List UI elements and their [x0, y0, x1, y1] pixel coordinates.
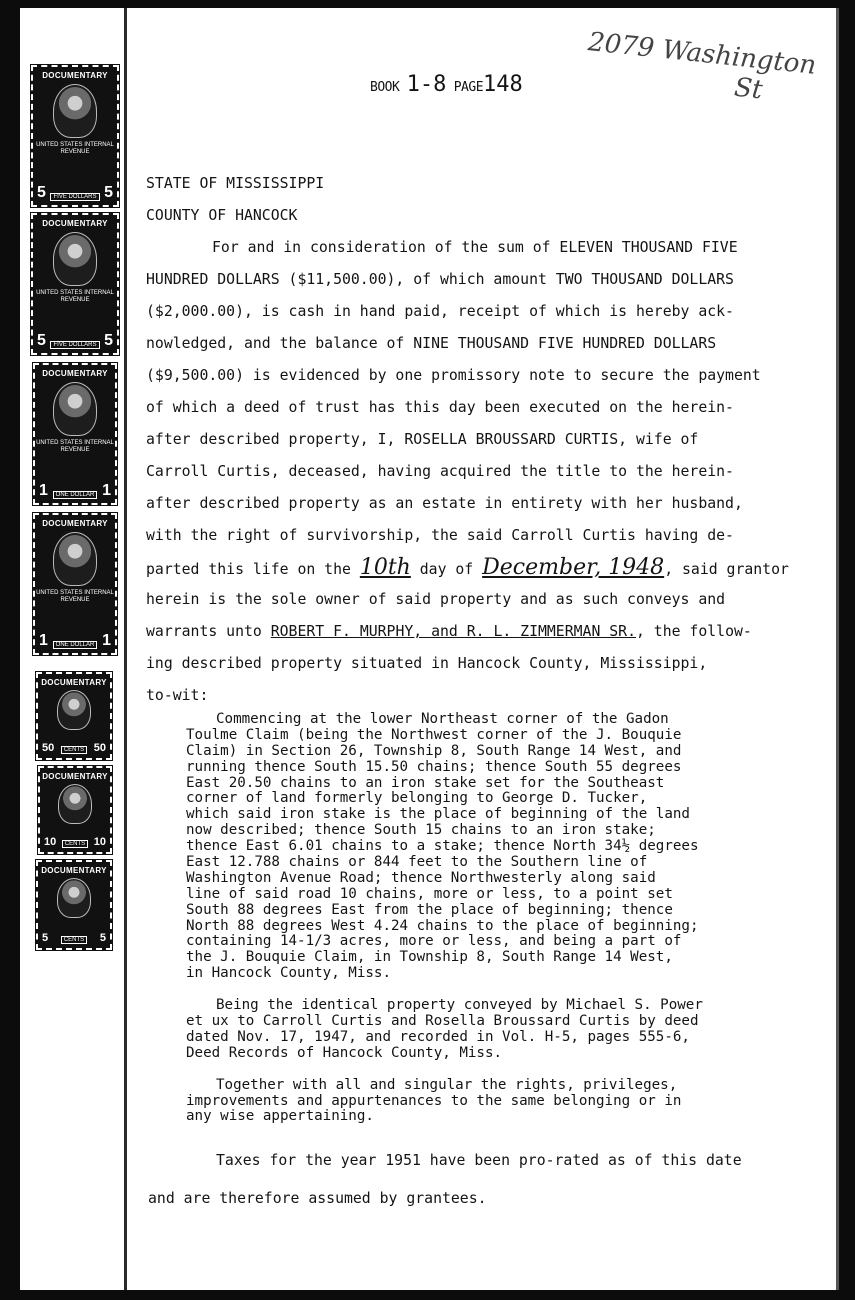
scan-border-right [839, 0, 855, 1300]
book-number: 1-8 [406, 72, 447, 97]
stamp-caption: UNITED STATES INTERNAL REVENUE [36, 590, 114, 603]
handwritten-date: December, 1948 [482, 555, 665, 580]
desc-line: Claim) in Section 26, Township 8, South Range 14 West, and [186, 742, 682, 759]
revenue-stamp [33, 513, 117, 655]
text-line: to-wit: [146, 687, 209, 704]
desc-line: now described; thence South 15 chains to an iron stake; [186, 822, 656, 839]
stamp-denomination-word: ONE DOLLAR [53, 641, 98, 649]
stamp-denomination: 5 [37, 184, 46, 201]
desc-line: Commencing at the lower Northeast corner of the Gadon [216, 711, 669, 727]
stamp-caption: UNITED STATES INTERNAL REVENUE [36, 440, 114, 453]
stamp-denomination: 1 [102, 632, 111, 649]
portrait-icon [58, 784, 92, 824]
desc-line: Deed Records of Hancock County, Miss. [186, 1044, 503, 1061]
text-fragment: warrants unto [146, 623, 262, 640]
text-line: ($2,000.00), is cash in hand paid, receipt of which is hereby ack- [146, 303, 734, 320]
portrait-icon [53, 382, 97, 436]
portrait-icon [53, 532, 97, 586]
stamp-denomination: 10 [93, 836, 106, 848]
stamp-header: DOCUMENTARY [42, 369, 108, 378]
stamp-denomination-word: CENTS [61, 746, 87, 754]
text-line [146, 616, 814, 648]
stamp-denomination: 5 [37, 332, 46, 349]
stamp-denomination: 1 [39, 632, 48, 649]
revenue-stamp [31, 213, 119, 355]
stamp-denomination: 50 [42, 742, 55, 754]
portrait-icon [57, 690, 91, 730]
text-line: with the right of survivorship, the said Carroll Curtis having de- [146, 527, 734, 544]
revenue-stamp [36, 672, 112, 760]
revenue-stamp [38, 766, 112, 854]
deed-body [146, 168, 814, 712]
stamp-denomination-word: CENTS [62, 840, 88, 848]
desc-line: North 88 degrees West 4.24 chains to the place of beginning; [186, 917, 699, 934]
text-line: For and in consideration of the sum of ELEVEN THOUSAND FIVE [212, 239, 738, 256]
desc-line: the J. Bouquie Claim, in Township 8, South Range 14 West, [186, 949, 673, 966]
desc-line: in Hancock County, Miss. [186, 965, 391, 982]
grantee-names: ROBERT F. MURPHY, and R. L. ZIMMERMAN SR. [270, 623, 636, 640]
scan-border-bottom [0, 1290, 855, 1300]
stamp-header: DOCUMENTARY [42, 219, 108, 228]
stamp-denomination: 1 [102, 482, 111, 499]
stamp-denomination: 10 [44, 836, 57, 848]
desc-line: East 20.50 chains to an iron stake set for the Southeast [186, 774, 665, 791]
stamp-header: DOCUMENTARY [41, 866, 107, 875]
margin-rule [124, 8, 127, 1290]
desc-line: Washington Avenue Road; thence Northwesterly along said [186, 869, 656, 886]
text-line: ing described property situated in Hancock County, Mississippi, [146, 655, 708, 672]
desc-line: running thence South 15.50 chains; thence South 55 degrees [186, 758, 682, 775]
portrait-icon [57, 878, 91, 918]
book-page-reference [370, 72, 523, 97]
handwritten-address-note [584, 27, 839, 113]
revenue-stamp [33, 363, 117, 505]
stamp-header: DOCUMENTARY [42, 772, 108, 781]
handwritten-day: 10th [359, 555, 411, 580]
stamp-denomination-word: CENTS [61, 936, 87, 944]
stamp-denomination: 50 [93, 742, 106, 754]
page-edge [836, 8, 839, 1290]
text-fragment: day of [419, 561, 474, 578]
desc-line: East 12.788 chains or 844 feet to the Southern line of [186, 854, 648, 871]
desc-line: corner of land formerly belonging to George D. Tucker, [186, 790, 648, 807]
stamp-header: DOCUMENTARY [42, 71, 108, 80]
text-fragment: , the follow- [635, 623, 752, 640]
stamp-caption: UNITED STATES INTERNAL REVENUE [36, 142, 114, 155]
text-line: Carroll Curtis, deceased, having acquired the title to the herein- [146, 463, 734, 480]
desc-line: any wise appertaining. [186, 1108, 374, 1125]
text-line: herein is the sole owner of said property and as such conveys and [146, 591, 726, 608]
text-fragment: parted this life on the [146, 561, 351, 578]
property-description [186, 712, 806, 1125]
text-fragment: , said grantor [664, 561, 789, 578]
text-line: HUNDRED DOLLARS ($11,500.00), of which amount TWO THOUSAND DOLLARS [146, 271, 734, 288]
revenue-stamp [31, 65, 119, 207]
text-line [146, 552, 814, 584]
state-heading: STATE OF MISSISSIPPI [146, 175, 325, 192]
closing-paragraph [148, 1142, 816, 1218]
scan-border-left [0, 0, 20, 1300]
handwritten-line: 2079 Washington [586, 27, 818, 81]
stamp-denomination: 5 [99, 932, 106, 944]
desc-line: which said iron stake is the place of beginning of the land [186, 806, 690, 823]
desc-line: improvements and appurtenances to the same belonging or in [186, 1092, 682, 1109]
desc-line: line of said road 10 chains, more or less, to a point set [186, 885, 673, 902]
county-heading: COUNTY OF HANCOCK [146, 207, 298, 224]
scan-border-top [0, 0, 855, 8]
text-line: ($9,500.00) is evidenced by one promissory note to secure the payment [146, 367, 761, 384]
portrait-icon [53, 232, 97, 286]
text-line: and are therefore assumed by grantees. [148, 1190, 487, 1207]
desc-line: thence East 6.01 chains to a stake; thence North 34½ degrees [186, 838, 699, 855]
stamp-denomination: 5 [42, 932, 49, 944]
stamp-denomination-word: FIVE DOLLARS [50, 341, 99, 349]
stamp-header: DOCUMENTARY [41, 678, 107, 687]
text-line: after described property, I, ROSELLA BROUSSARD CURTIS, wife of [146, 431, 699, 448]
stamp-denomination: 5 [104, 184, 113, 201]
stamp-caption: UNITED STATES INTERNAL REVENUE [36, 290, 114, 303]
stamp-denomination-word: FIVE DOLLARS [50, 193, 99, 201]
text-line: after described property as an estate in entirety with her husband, [146, 495, 743, 512]
text-line: Taxes for the year 1951 have been pro-rated as of this date [216, 1152, 742, 1169]
desc-line: Being the identical property conveyed by Michael S. Power [216, 997, 703, 1014]
text-line: of which a deed of trust has this day been executed on the herein- [146, 399, 734, 416]
desc-line: dated Nov. 17, 1947, and recorded in Vol. H-5, pages 555-6, [186, 1028, 690, 1045]
stamp-denomination: 1 [39, 482, 48, 499]
revenue-stamp [36, 860, 112, 950]
stamp-denomination-word: ONE DOLLAR [53, 491, 98, 499]
portrait-icon [53, 84, 97, 138]
stamp-header: DOCUMENTARY [42, 519, 108, 528]
text-line: nowledged, and the balance of NINE THOUSAND FIVE HUNDRED DOLLARS [146, 335, 717, 352]
desc-line: South 88 degrees East from the place of beginning; thence [186, 901, 673, 918]
desc-line: et ux to Carroll Curtis and Rosella Broussard Curtis by deed [186, 1013, 699, 1030]
desc-line: Toulme Claim (being the Northwest corner of the J. Bouquie [186, 726, 682, 743]
page-number: 148 [483, 72, 523, 97]
handwritten-line: St [732, 72, 764, 106]
desc-line: Together with all and singular the rights, privileges, [216, 1076, 678, 1093]
book-label: BOOK [370, 80, 400, 95]
desc-line: containing 14-1/3 acres, more or less, and being a part of [186, 933, 682, 950]
page-label: PAGE [453, 80, 484, 95]
stamp-denomination: 5 [104, 332, 113, 349]
